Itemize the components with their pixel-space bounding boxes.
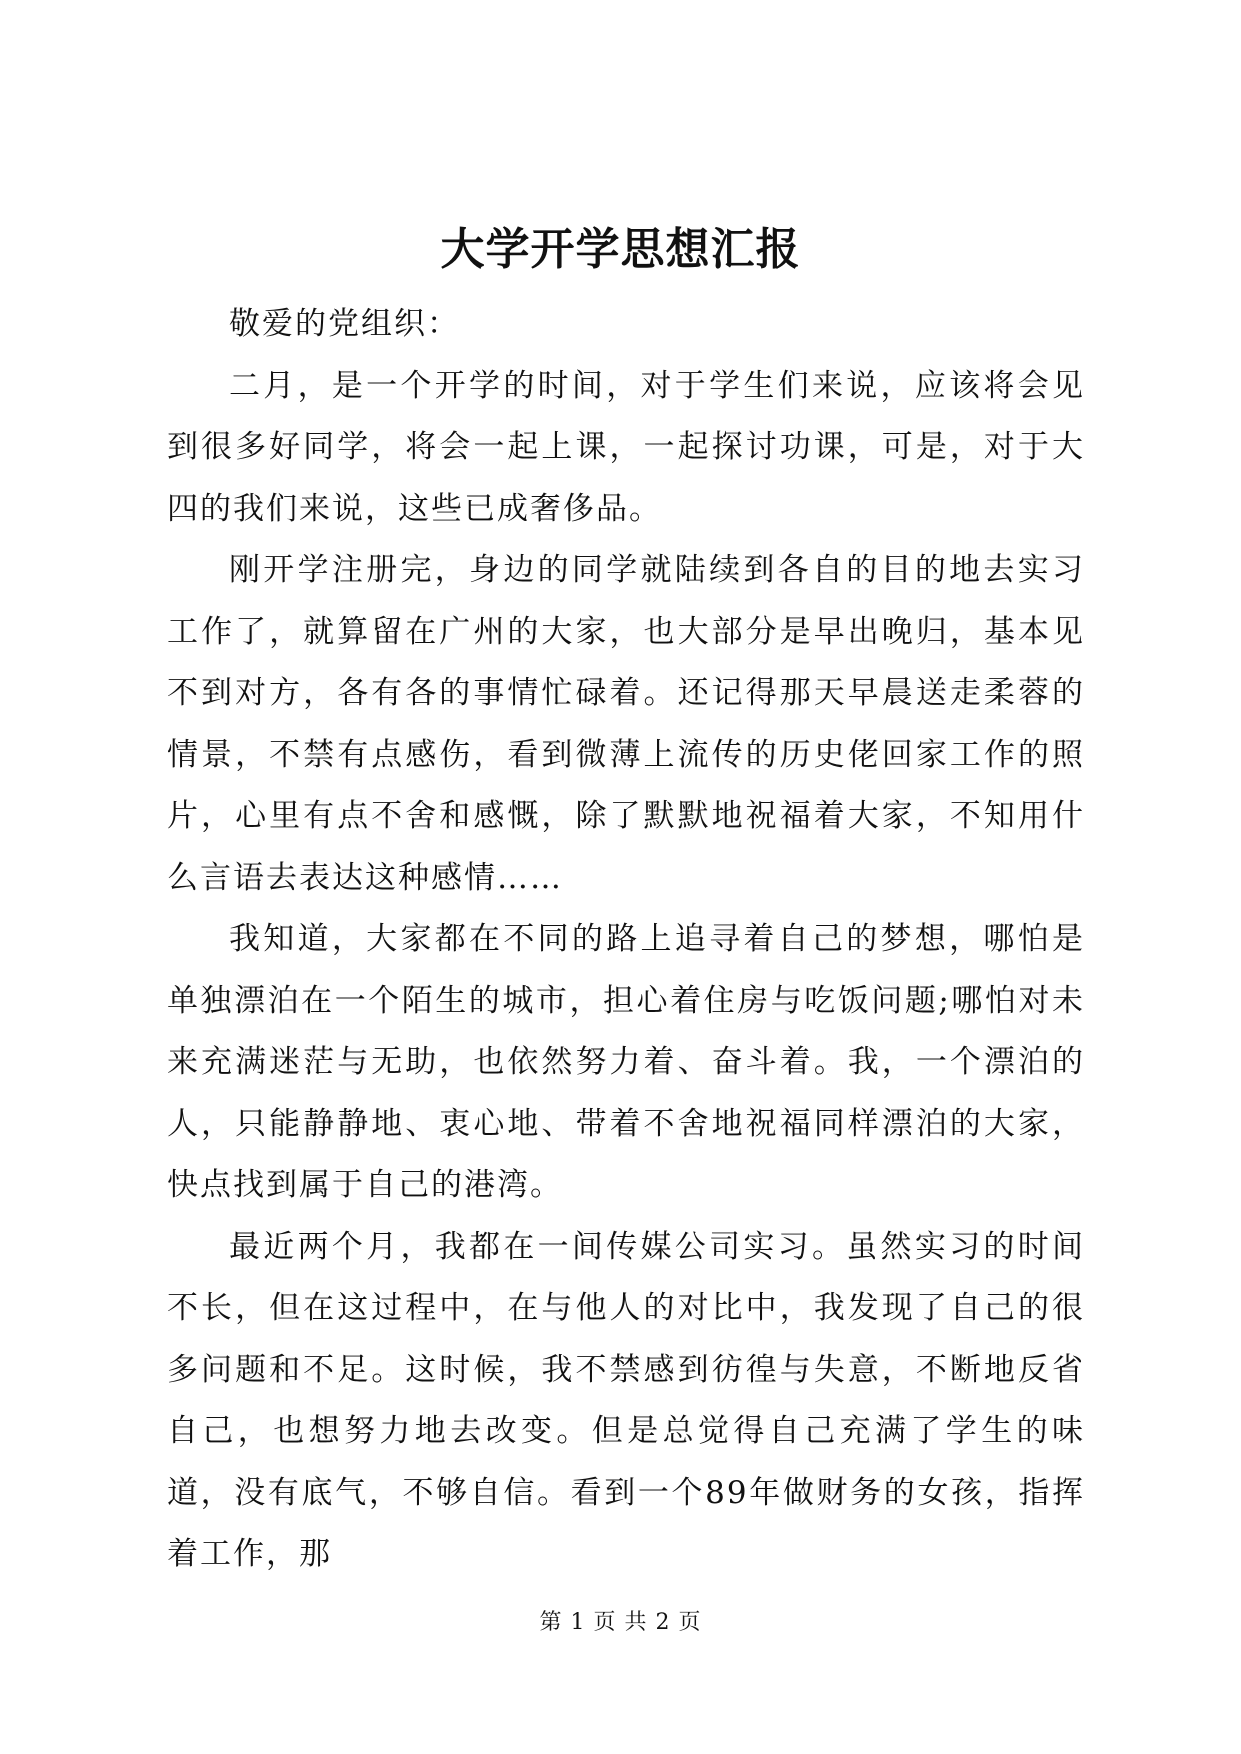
salutation-paragraph: 敬爱的党组织： [229,306,460,342]
document-title: 大学开学思想汇报 [440,224,801,275]
body-paragraph: 我知道，大家都在不同的路上追寻着自己的梦想，哪怕是单独漂泊在一个陌生的城市，担心着住房与吃饭问题;哪怕对未来充满迷茫与无助，也依然努力着、奋斗着。我，一个漂泊的人，只能静静地、衷心地、带着不舍地祝福同样漂泊的大家，快点找到属于自己的港湾。 [167,921,1085,1203]
page-number-footer: 第 1 页 共 2 页 [539,1610,702,1635]
body-paragraph: 二月，是一个开学的时间，对于学生们来说，应该将会见到很多好同学，将会一起上课，一起探讨功课，可是，对于大四的我们来说，这些已成奢侈品。 [167,367,1085,527]
body-paragraph: 刚开学注册完，身边的同学就陆续到各自的目的地去实习工作了，就算留在广州的大家，也大部分是早出晚归，基本见不到对方，各有各的事情忙碌着。还记得那天早晨送走柔蓉的情景，不禁有点感伤，看到微薄上流传的历史佬回家工作的照片，心里有点不舍和感慨，除了默默地祝福着大家，不知用什么言语去表达这种感情…… [167,552,1085,896]
document-body [167,294,1085,1586]
body-paragraph: 最近两个月，我都在一间传媒公司实习。虽然实习的时间不长，但在这过程中，在与他人的对比中，我发现了自己的很多问题和不足。这时候，我不禁感到彷徨与失意，不断地反省自己，也想努力地去改变。但是总觉得自己充满了学生的味道，没有底气，不够自信。看到一个89年做财务的女孩，指挥着工作，那 [167,1228,1085,1572]
